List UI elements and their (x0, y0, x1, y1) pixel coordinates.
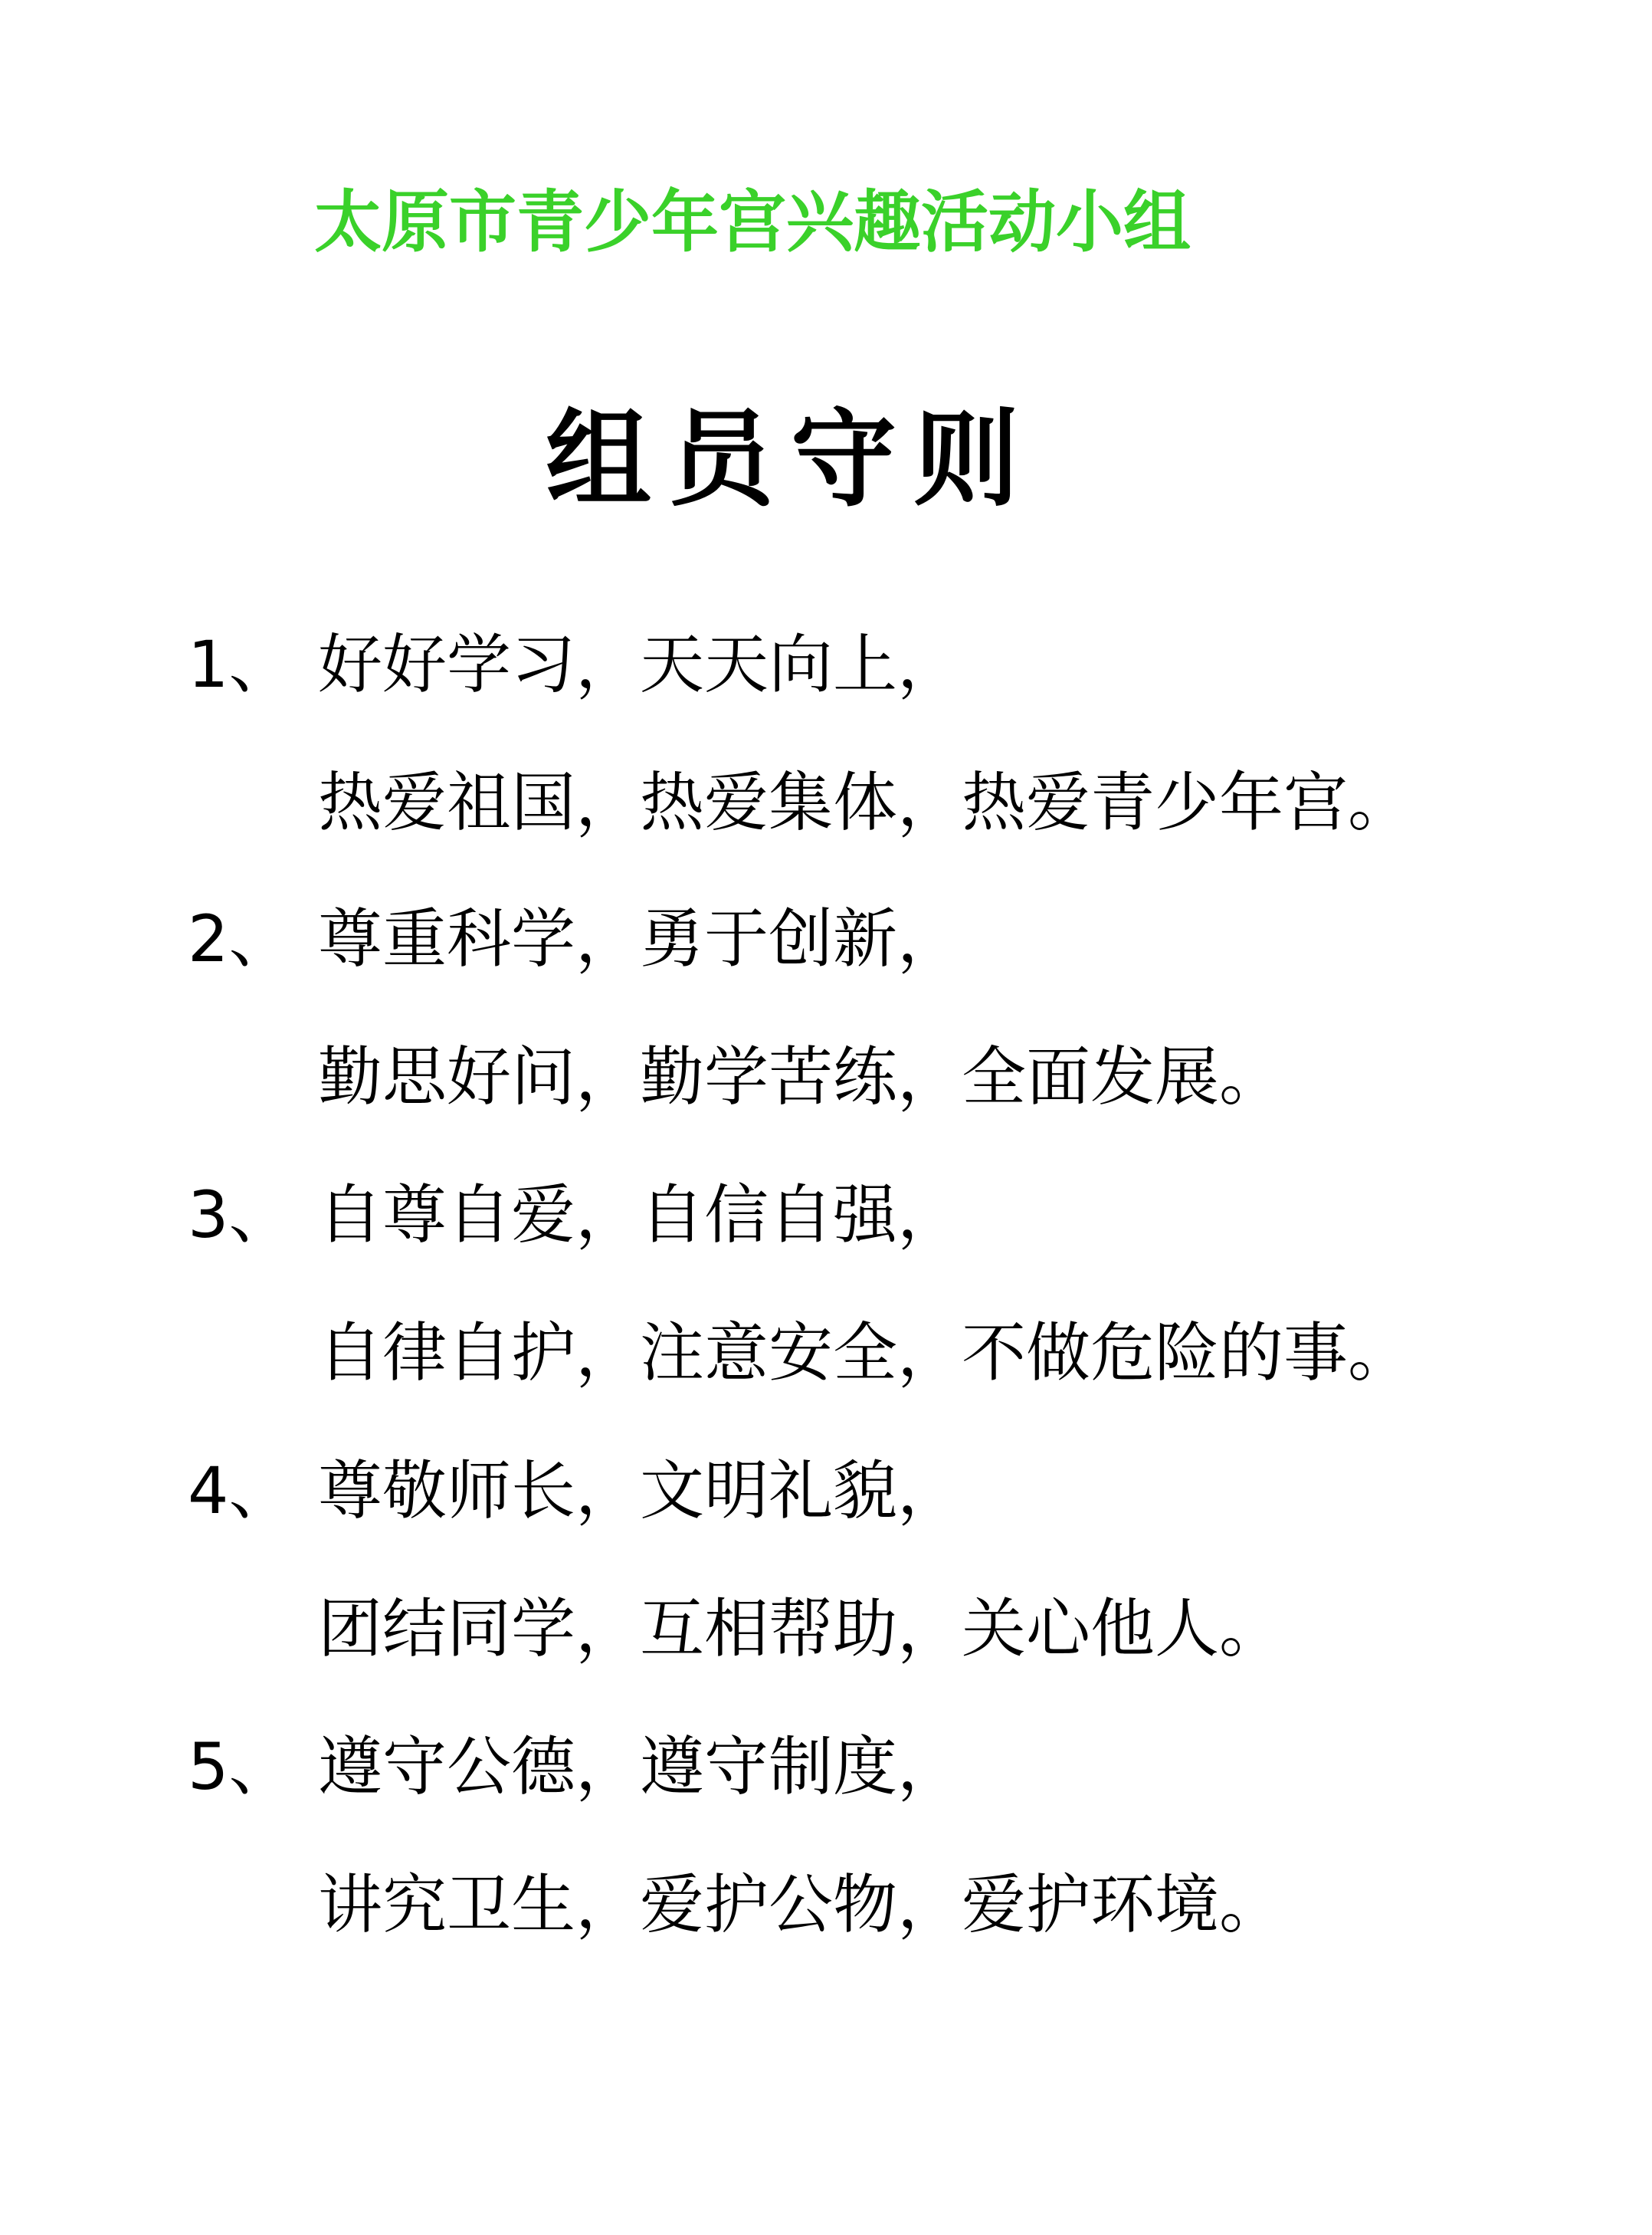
rule-number: 3、 (188, 1177, 293, 1252)
rule-line: 勤思好问，勤学苦练，全面发展。 (318, 1039, 1284, 1114)
rule-number: 2、 (188, 901, 293, 976)
rule-line: 自律自护，注意安全，不做危险的事。 (318, 1315, 1413, 1390)
rule-line: 团结同学，互相帮助，关心他人。 (318, 1591, 1284, 1666)
rule-line: 尊重科学，勇于创新， (318, 901, 962, 976)
rule-line: 热爱祖国，热爱集体，热爱青少年宫。 (318, 765, 1413, 840)
rule-number: 5、 (188, 1729, 293, 1804)
rule-line: 遵守公德，遵守制度， (318, 1729, 962, 1804)
rule-line: 尊敬师长，文明礼貌， (318, 1453, 962, 1528)
organization-name: 太原市青少年宫兴趣活动小组 (314, 182, 1191, 261)
page-title: 组员守则 (546, 398, 1037, 521)
rule-number: 1、 (188, 627, 293, 702)
rule-line: 自尊自爱，自信自强， (318, 1177, 962, 1252)
rule-line: 好好学习，天天向上， (318, 627, 962, 702)
rule-line: 讲究卫生，爱护公物，爱护环境。 (318, 1867, 1284, 1942)
rule-number: 4、 (188, 1453, 293, 1528)
